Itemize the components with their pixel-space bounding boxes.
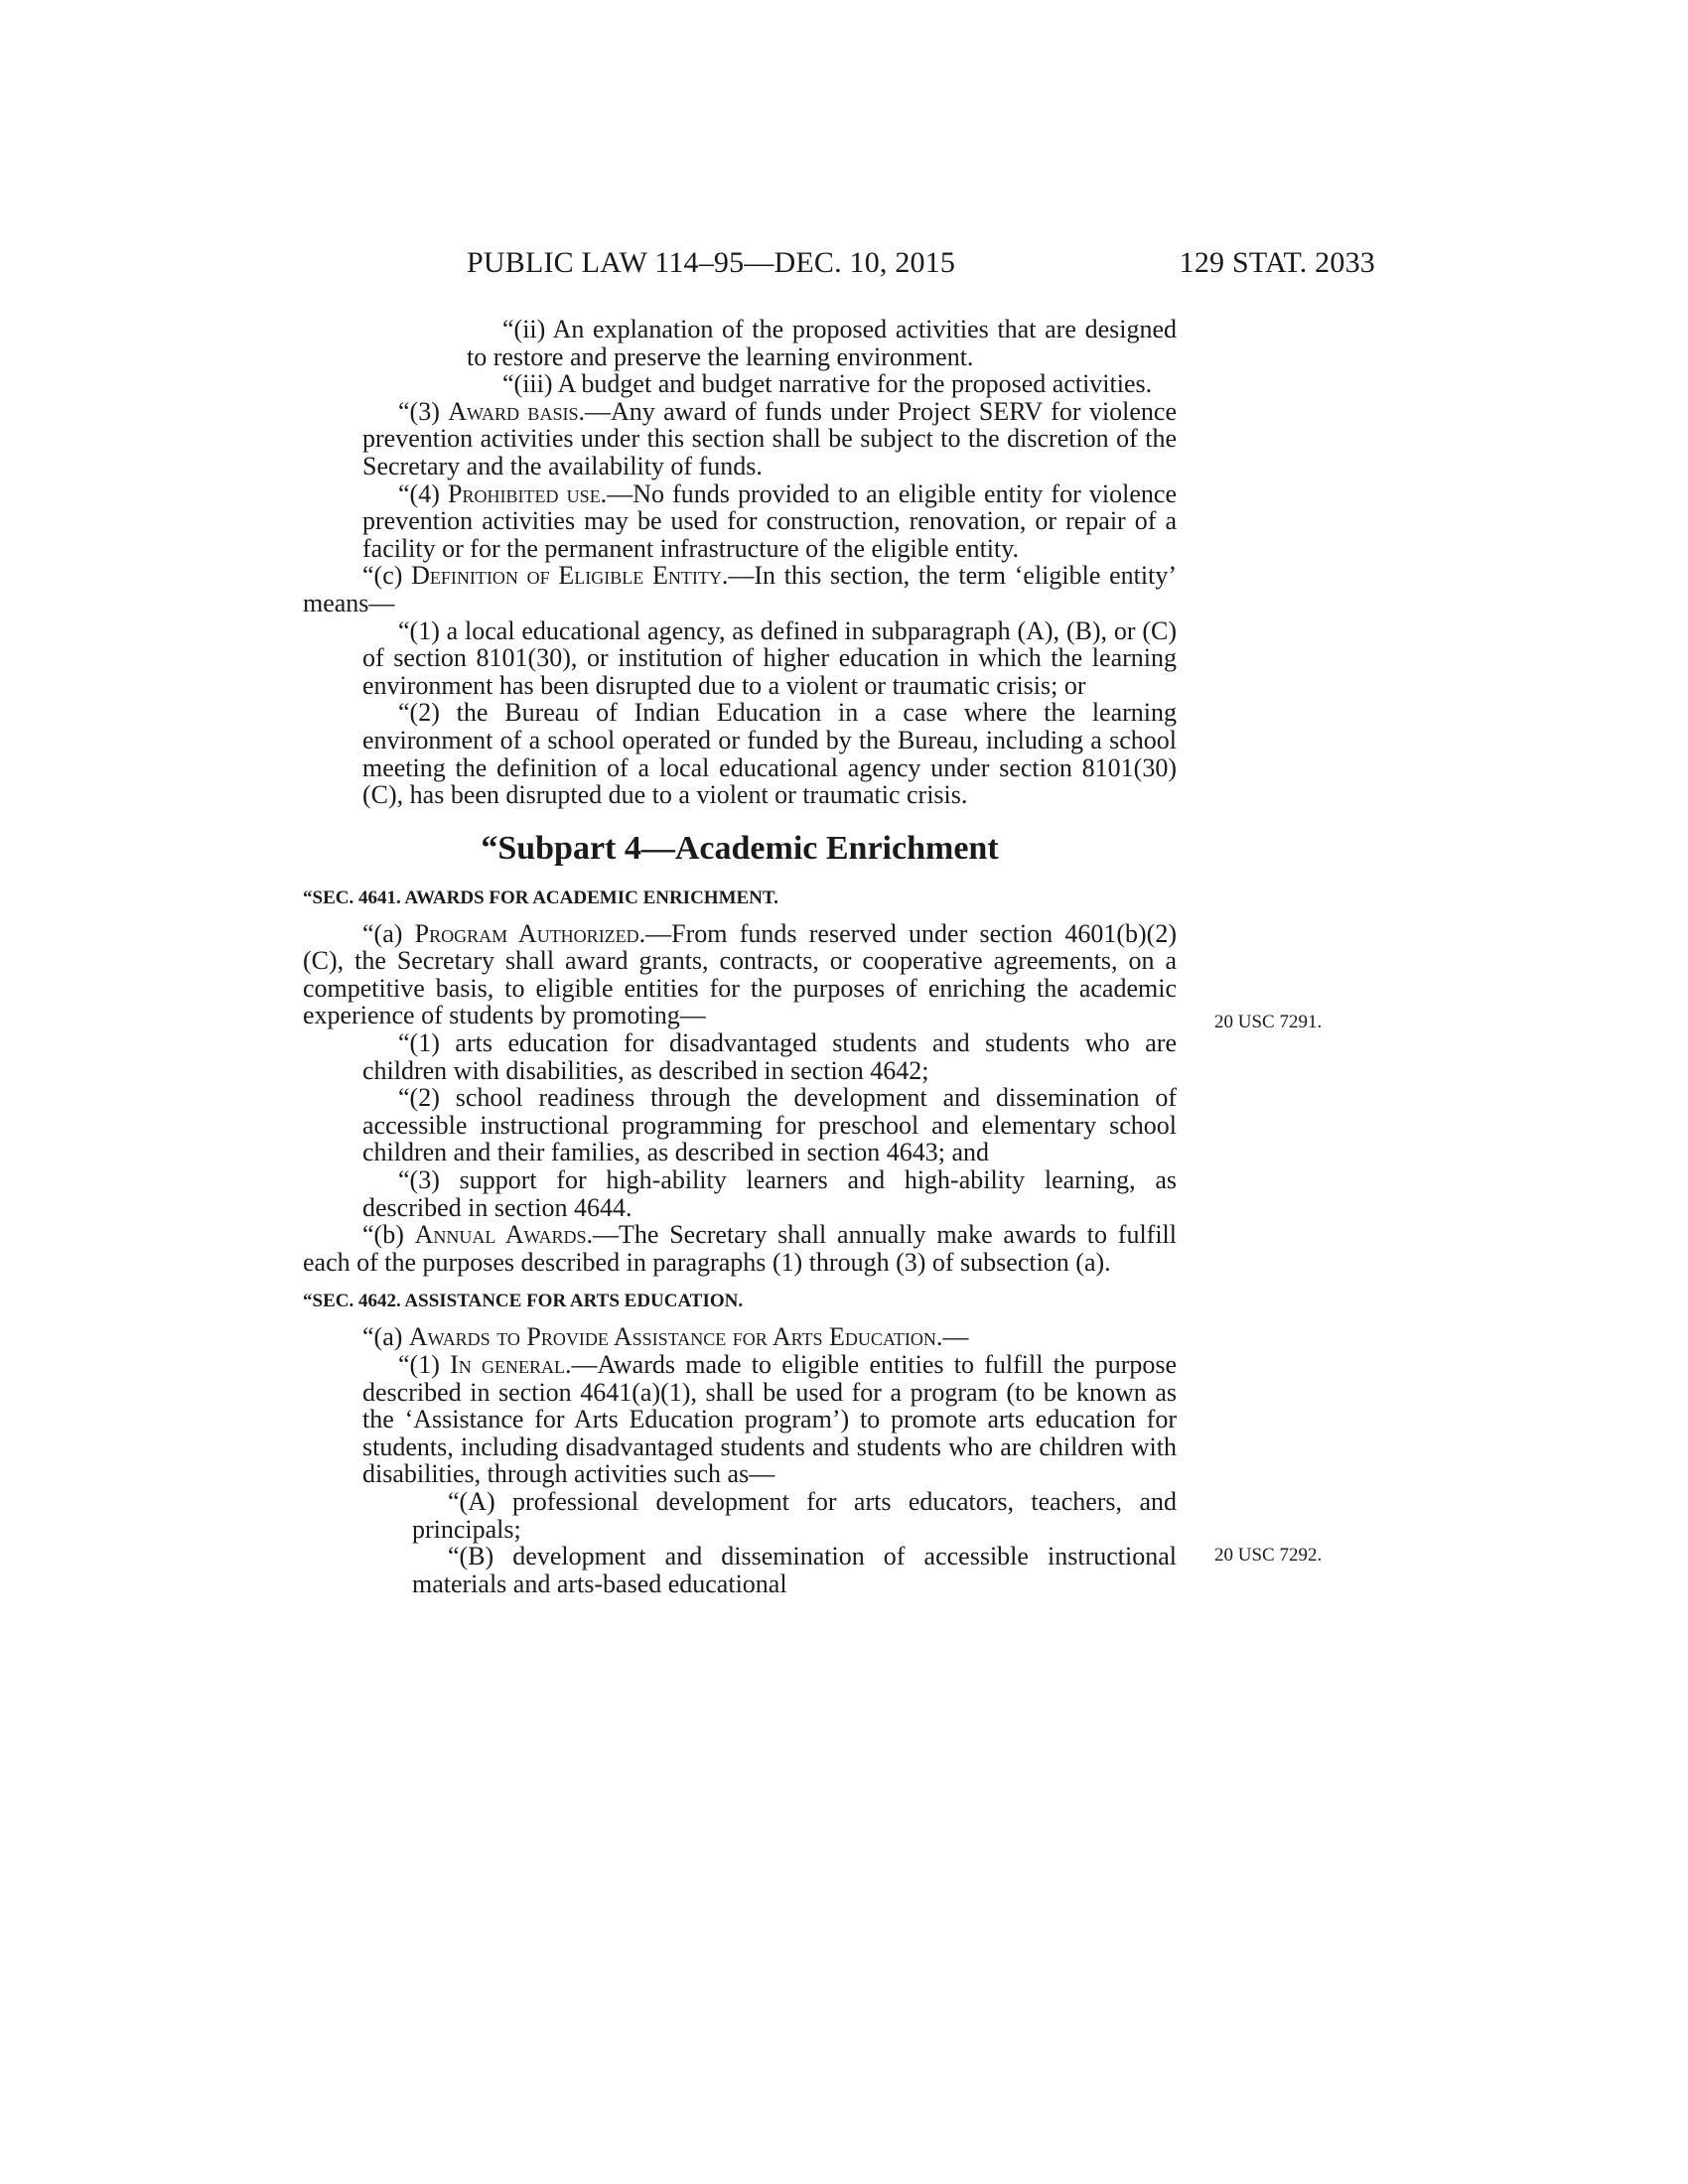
page-header: [467, 246, 1375, 286]
purpose-item-2: “(2) school readiness through the development and dissemination of accessible instructional programming for preschool and elementary school children and their families, as described in section 4643; and: [362, 1083, 1177, 1167]
paragraph-lead: “(c): [362, 561, 412, 591]
margin-note-usc-7292: 20 USC 7292.: [1214, 1545, 1323, 1566]
margin-note-usc-7291: 20 USC 7291.: [1214, 1012, 1323, 1032]
paragraph-3-award-basis: [303, 398, 1177, 480]
paragraph-text: —Any award of funds under Project SERV for violence prevention activities under this section shall be subject to the discretion of the Secretary and the availability of funds.: [362, 396, 1178, 480]
paragraph-text: —: [942, 1322, 969, 1352]
clause-ii: “(ii) An explanation of the proposed activities that are designed to restore and preserve the learning environment.: [467, 315, 1177, 371]
section-4641-heading: “SEC. 4641. AWARDS FOR ACADEMIC ENRICHMENT.: [303, 887, 778, 908]
paragraph-heading: Awards to Provide Assistance for Arts Education.: [408, 1322, 943, 1352]
paragraph-text: —No funds provided to an eligible entity for violence prevention activities may be used for construction, renovation, or repair of a facility or for the permanent infrastructure of the eligible entity.: [362, 478, 1177, 563]
paragraph-lead: “(b): [362, 1220, 415, 1250]
subsection-c-definition: [303, 562, 1177, 616]
paragraph-lead: “(3): [398, 396, 449, 426]
statute-page-number: 129 STAT. 2033: [1179, 246, 1375, 279]
subparagraph-A: “(A) professional development for arts educators, teachers, and principals;: [412, 1486, 1177, 1544]
subsection-b-annual-awards: [303, 1221, 1177, 1276]
paragraph-4-prohibited-use: [303, 480, 1177, 563]
paragraph-lead: “(1): [398, 1350, 451, 1379]
subparagraph-B: “(B) development and dissemination of accessible instructional materials and arts-based educational: [412, 1542, 1177, 1598]
paragraph-heading: Prohibited use.: [448, 478, 608, 508]
paragraph-text: —From funds reserved under section 4601(b)(2)(C), the Secretary shall award grants, contracts, or cooperative agreements, on a competitive basis, to eligible entities for the purposes of enriching the academic experience of students by promoting—: [303, 918, 1177, 1030]
paragraph-heading: In general.: [450, 1350, 572, 1379]
paragraph-heading: Program Authorized.: [414, 918, 646, 948]
section-4642-heading: “SEC. 4642. ASSISTANCE FOR ARTS EDUCATION.: [303, 1291, 744, 1312]
paragraph-lead: “(4): [398, 478, 449, 508]
purpose-item-1: “(1) arts education for disadvantaged students and students who are children with disabilities, as described in section 4642;: [362, 1028, 1177, 1085]
subsection-a-program-authorized: [303, 920, 1177, 1029]
paragraph-text: —In this section, the term ‘eligible entity’ means—: [303, 561, 1177, 617]
subpart-heading: “Subpart 4—Academic Enrichment: [481, 829, 999, 867]
definition-item-2: “(2) the Bureau of Indian Education in a case where the learning environment of a school operated or funded by the Bureau, including a school meeting the definition of a local educational agency under section 8101(30)(C), has been disrupted due to a violent or traumatic crisis.: [362, 698, 1177, 810]
clause-iii: “(iii) A budget and budget narrative for the proposed activities.: [502, 369, 1153, 399]
purpose-item-3: “(3) support for high-ability learners and high-ability learning, as described in section 4644.: [362, 1165, 1177, 1222]
definition-item-1: “(1) a local educational agency, as defined in subparagraph (A), (B), or (C) of section 8101(30), or institution of higher education in which the learning environment has been disrupted due to a violent or traumatic crisis; or: [362, 615, 1177, 700]
paragraph-text: —Awards made to eligible entities to fulfill the purpose described in section 4641(a)(1), shall be used for a program (to be known as the ‘Assistance for Arts Education program’) to promote arts education for students, including disadvantaged students and students who are children with disabilities, through activities such as—: [362, 1350, 1178, 1489]
paragraph-lead: “(a): [362, 918, 415, 948]
paragraph-text: —The Secretary shall annually make awards to fulfill each of the purposes described in paragraphs (1) through (3) of subsection (a).: [303, 1220, 1178, 1277]
paragraph-lead: “(a): [362, 1322, 409, 1352]
paragraph-heading: Definition of Eligible Entity.: [411, 561, 729, 591]
paragraph-heading: Award basis.: [448, 396, 585, 426]
public-law-citation: PUBLIC LAW 114–95—DEC. 10, 2015: [467, 246, 956, 279]
subsection-a-arts-assistance: [303, 1323, 1177, 1351]
statute-body: [303, 316, 1177, 1597]
paragraph-1-in-general: [303, 1351, 1177, 1488]
paragraph-heading: Annual Awards.: [414, 1220, 594, 1250]
